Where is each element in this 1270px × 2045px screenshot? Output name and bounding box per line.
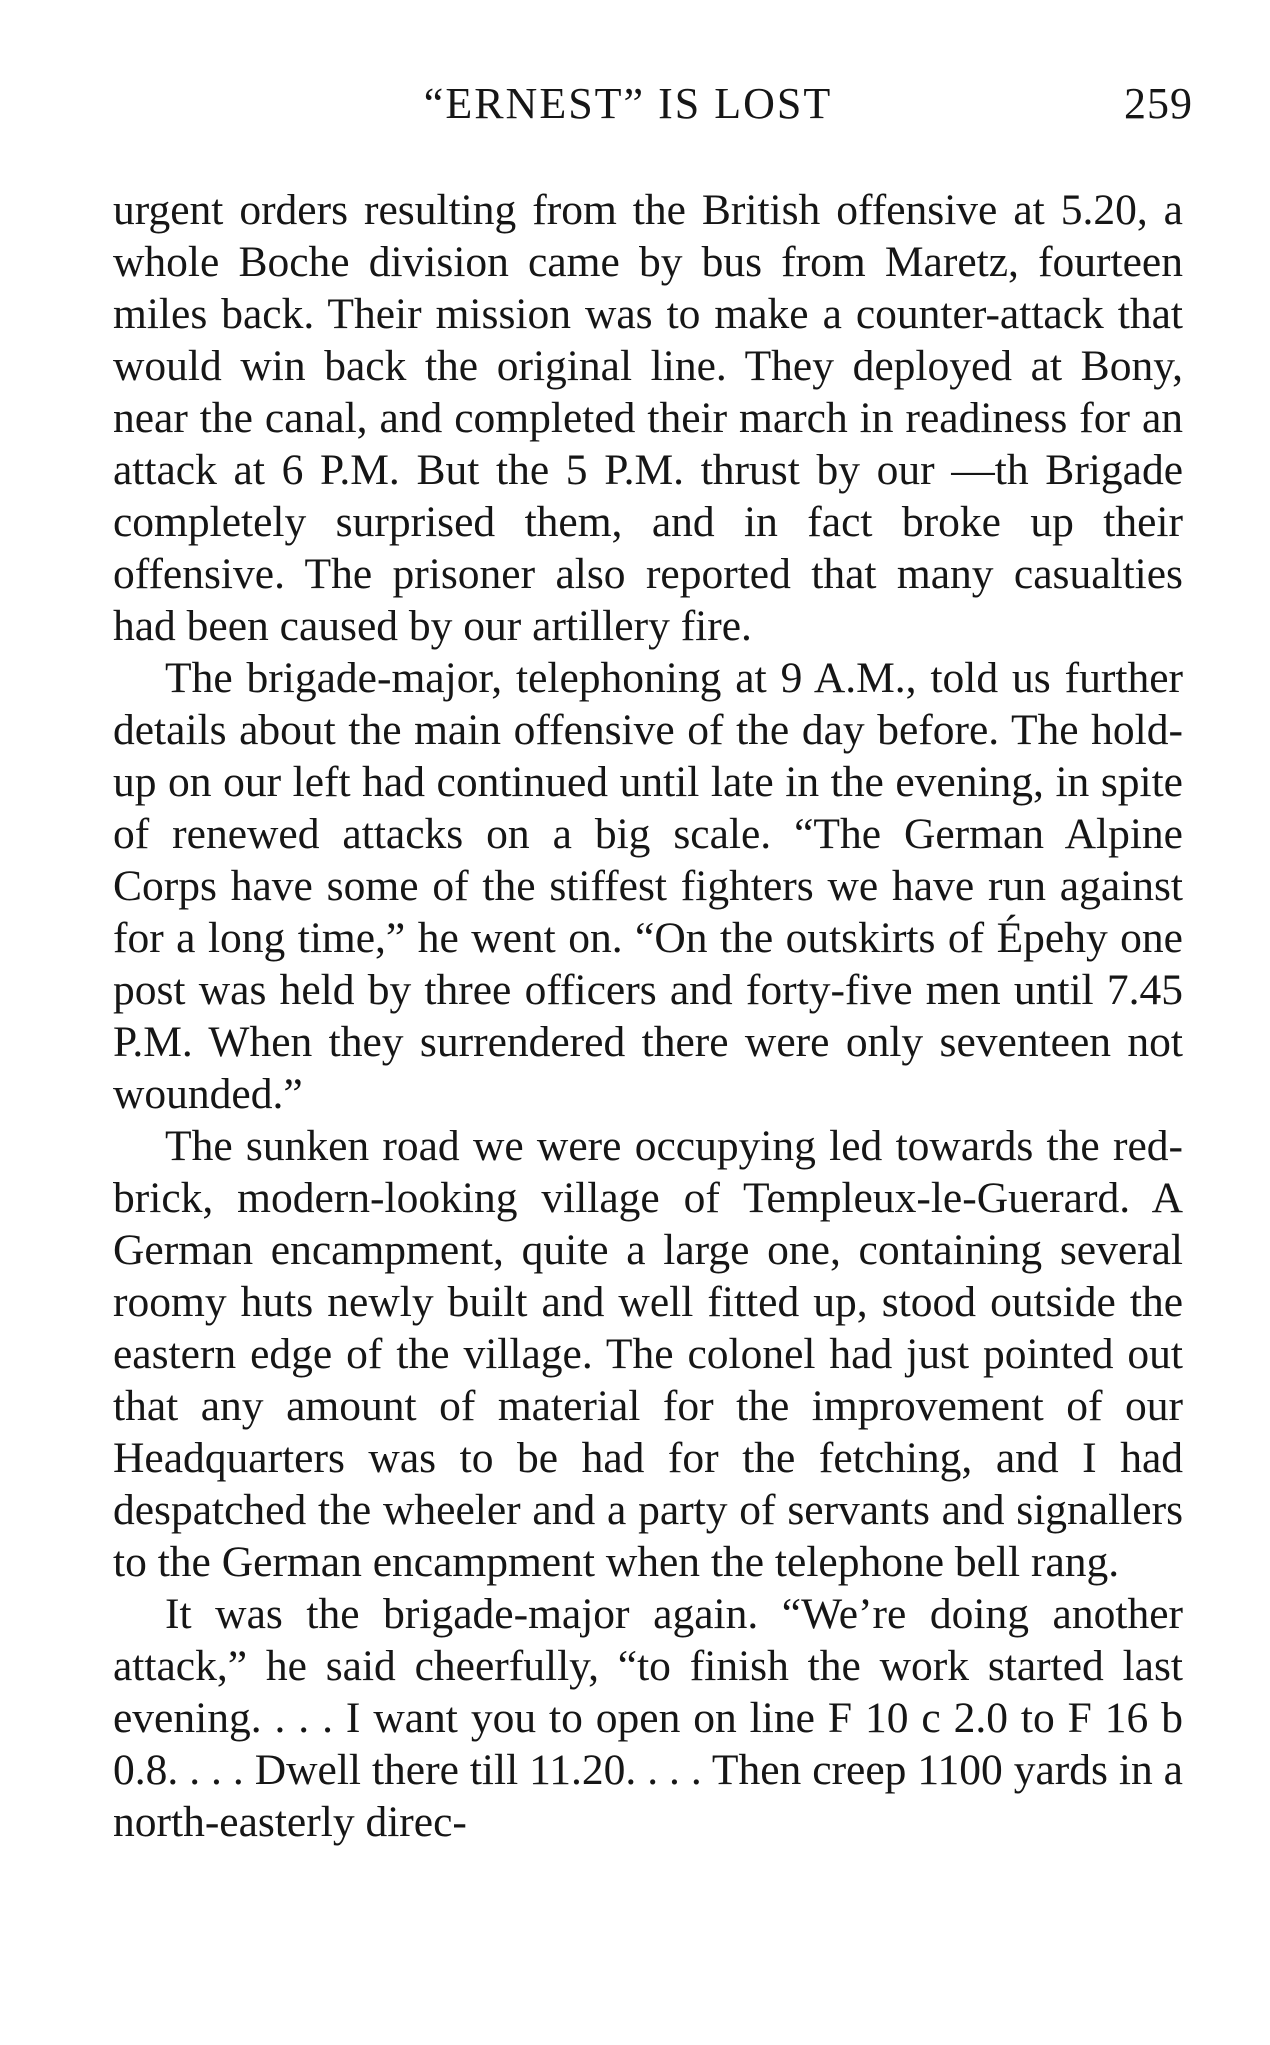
paragraph-1: urgent orders resulting from the British offensive at 5.20, a whole Boche division came by bus from Maretz, fourteen miles back. Their mission was to make a counter-attack that would win back the original line. They deployed at Bony, near the canal, and completed their march in readiness for an attack at 6 P.M. But the 5 P.M. thrust by our —th Brigade completely surprised them, and in fact broke up their offensive. The prisoner also reported that many casualties had been caused by our artillery fire. — [113, 186, 1183, 650]
paragraph-3: The sunken road we were occupying led towards the red-brick, modern-looking village of Templeux-le-Guerard. A German encampment, quite a large one, containing several roomy huts newly built and well fitted up, stood outside the eastern edge of the village. The colonel had just pointed out that any amount of material for the improvement of our Headquarters was to be had for the fetching, and I had despatched the wheeler and a party of servants and signallers to the German encampment when the telephone bell rang. — [113, 1122, 1183, 1586]
running-title: “ERNEST” IS LOST — [423, 79, 833, 128]
body-text — [113, 184, 1183, 1848]
book-page — [113, 70, 1193, 1848]
paragraph-4: It was the brigade-major again. “We’re doing another attack,” he said cheerfully, “to finish the work started last evening. . . . I want you to open on line F 10 c 2.0 to F 16 b 0.8. . . . Dwell there till 11.20. . . . Then creep 1100 yards in a north-easterly direc- — [113, 1590, 1183, 1846]
page-number: 259 — [1124, 79, 1193, 128]
running-head — [113, 70, 1193, 140]
paragraph-2: The brigade-major, telephoning at 9 A.M., told us further details about the main offensive of the day before. The hold-up on our left had continued until late in the evening, in spite of renewed attacks on a big scale. “The German Alpine Corps have some of the stiffest fighters we have run against for a long time,” he went on. “On the outskirts of Épehy one post was held by three officers and forty-five men until 7.45 P.M. When they surrendered there were only seventeen not wounded.” — [113, 654, 1183, 1118]
